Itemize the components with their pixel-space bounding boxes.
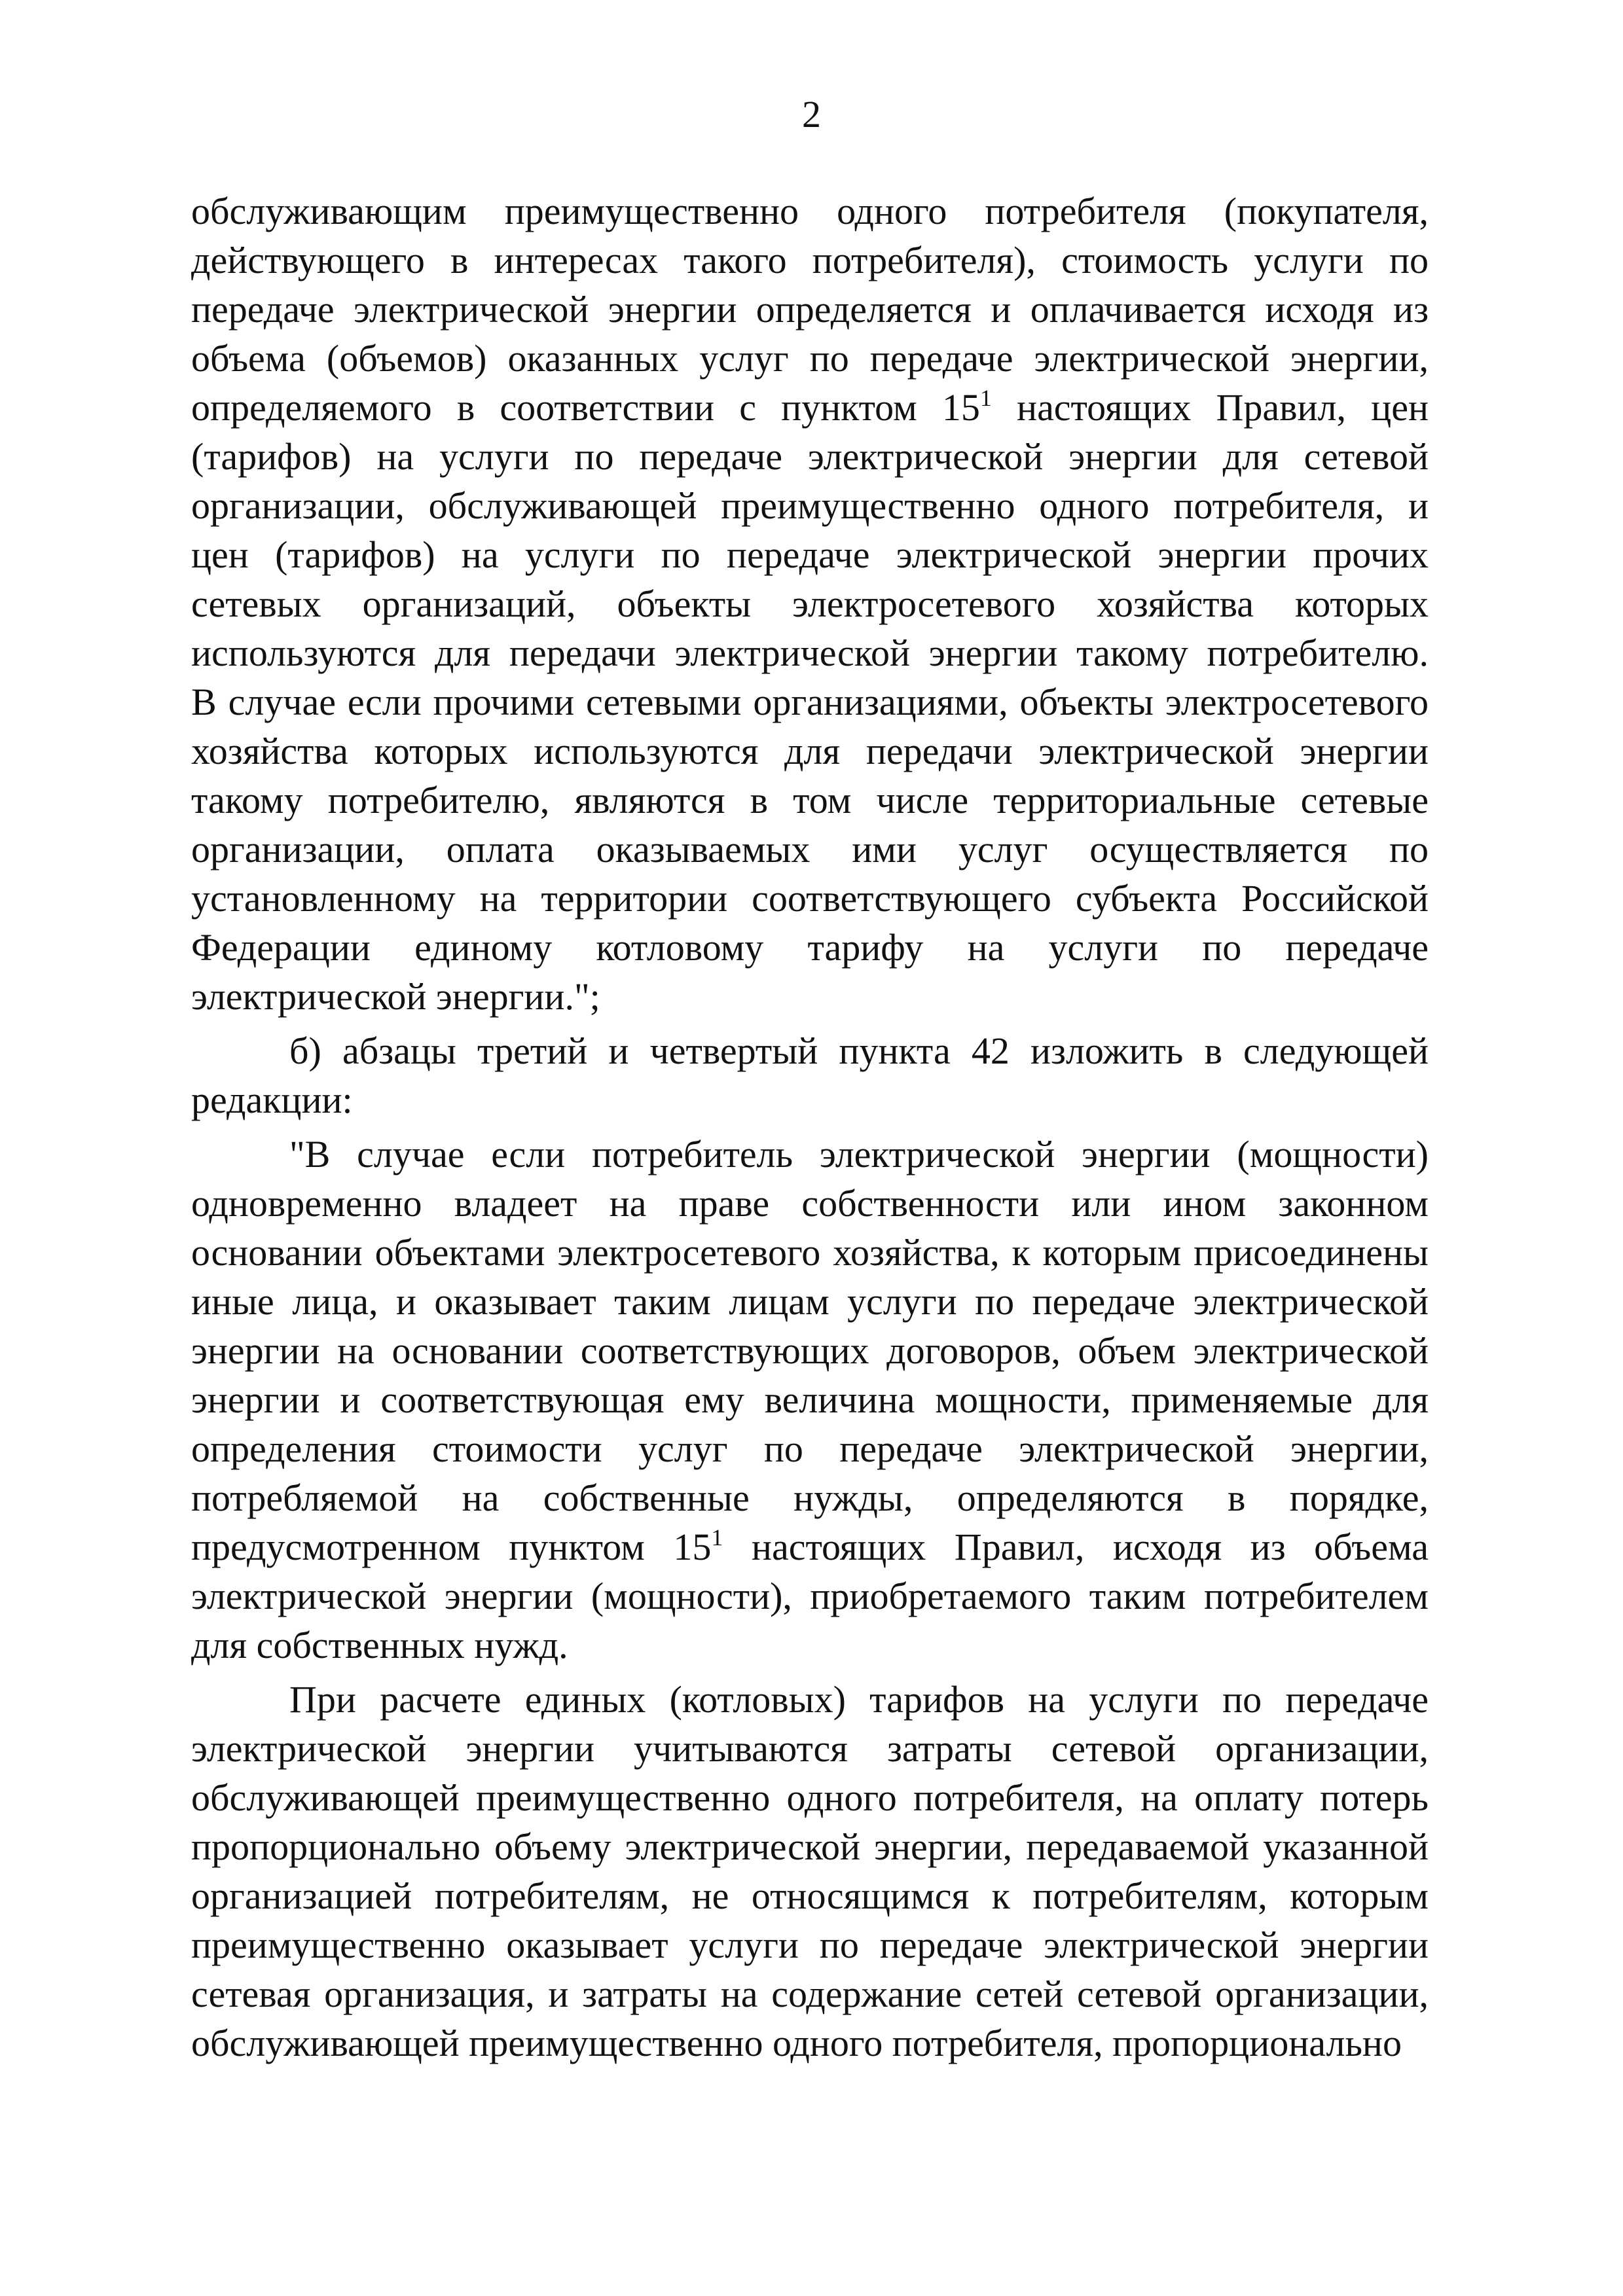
text-line: установленному на территории соответствующего субъекта Российской <box>191 877 1429 920</box>
text-line: электрической энергии учитываются затраты сетевой организации, <box>191 1727 1429 1770</box>
text-line: предусмотренном пунктом $15^1$ настоящих Правил, исходя из объема <box>191 1524 1429 1568</box>
text-line: организацией потребителям, не относящимся к потребителям, которым <box>191 1874 1429 1917</box>
paragraph <box>191 1130 1429 1670</box>
text-line: энергии и соответствующая ему величина мощности, применяемые для <box>191 1378 1429 1421</box>
text-line: организации, оплата оказываемых ими услуг осуществляется по <box>191 828 1429 870</box>
text-line: иные лица, и оказывает таким лицам услуги по передаче электрической <box>191 1280 1429 1323</box>
text-line: редакции: <box>191 1079 353 1121</box>
superscript-number: 1 <box>711 1524 723 1551</box>
text-line: Федерации единому котловому тарифу на услуги по передаче <box>191 926 1429 969</box>
text-line: определения стоимости услуг по передаче электрической энергии, <box>191 1427 1429 1470</box>
text-line: для собственных нужд. <box>191 1624 568 1666</box>
text-line: обслуживающим преимущественно одного потребителя (покупателя, <box>191 190 1429 232</box>
page-number: 2 <box>802 93 821 135</box>
text-line: основании объектами электросетевого хозяйства, к которым присоединены <box>191 1231 1429 1274</box>
text-line: определяемого в соответствии с пунктом $15^1$ настоящих Правил, цен <box>191 385 1429 429</box>
text-line: действующего в интересах такого потребителя), стоимость услуги по <box>191 239 1429 281</box>
text-line: электрической энергии (мощности), приобретаемого таким потребителем <box>191 1575 1429 1617</box>
text-line: потребляемой на собственные нужды, определяются в порядке, <box>191 1477 1429 1519</box>
text-line: объема (объемов) оказанных услуг по передаче электрической энергии, <box>191 337 1429 380</box>
document-body <box>191 187 1429 2068</box>
text-line: преимущественно оказывает услуги по передаче электрической энергии <box>191 1924 1429 1966</box>
text-line: такому потребителю, являются в том числе территориальные сетевые <box>191 779 1429 821</box>
text-line: цен (тарифов) на услуги по передаче электрической энергии прочих <box>191 533 1429 576</box>
text-line: хозяйства которых используются для передачи электрической энергии <box>191 730 1429 772</box>
text-line: электрической энергии."; <box>191 975 600 1018</box>
text-line: сетевая организация, и затраты на содержание сетей сетевой организации, <box>191 1973 1429 2015</box>
text-line: (тарифов) на услуги по передаче электрической энергии для сетевой <box>191 435 1429 478</box>
text-line: б) абзацы третий и четвертый пункта 42 изложить в следующей <box>289 1030 1429 1072</box>
paragraph <box>191 1675 1429 2068</box>
text-line: передаче электрической энергии определяется и оплачивается исходя из <box>191 288 1429 331</box>
superscript-number: 1 <box>979 385 992 411</box>
text-line: В случае если прочими сетевыми организациями, объекты электросетевого <box>191 681 1429 723</box>
text-line: организации, обслуживающей преимущественно одного потребителя, и <box>191 484 1429 527</box>
text-line: используются для передачи электрической энергии такому потребителю. <box>191 632 1429 674</box>
paragraph <box>191 187 1429 1021</box>
text-line: При расчете единых (котловых) тарифов на услуги по передаче <box>289 1678 1429 1721</box>
text-line: "В случае если потребитель электрической энергии (мощности) <box>289 1133 1429 1175</box>
text-line: одновременно владеет на праве собственности или ином законном <box>191 1182 1429 1225</box>
text-line: энергии на основании соответствующих договоров, объем электрической <box>191 1329 1429 1372</box>
text-line: сетевых организаций, объекты электросетевого хозяйства которых <box>191 583 1429 625</box>
text-line: обслуживающей преимущественно одного потребителя, на оплату потерь <box>191 1776 1429 1819</box>
text-line: пропорционально объему электрической энергии, передаваемой указанной <box>191 1825 1429 1868</box>
paragraph <box>191 1026 1429 1124</box>
text-line: обслуживающей преимущественно одного потребителя, пропорционально <box>191 2022 1402 2064</box>
